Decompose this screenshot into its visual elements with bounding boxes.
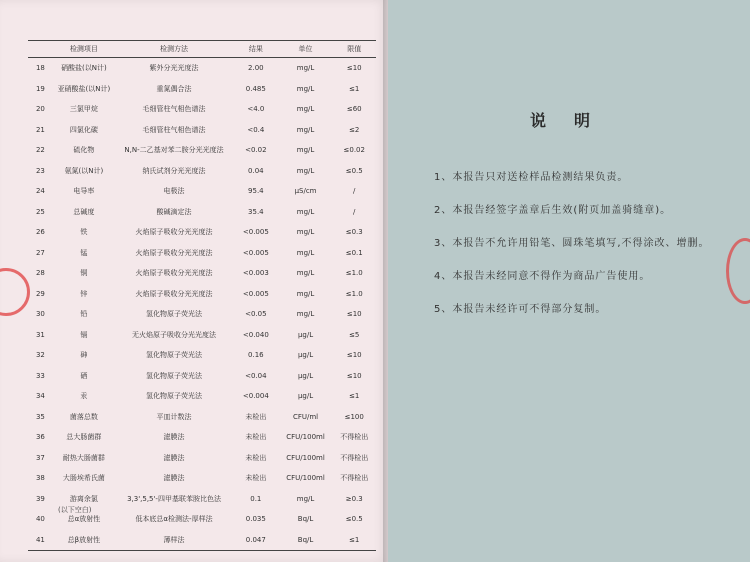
cell-limit: 不得检出	[340, 453, 369, 462]
cell-item: 游离余氯	[69, 494, 98, 503]
table-row	[28, 325, 376, 346]
cell-method: 火焰原子吸收分光光度法	[135, 248, 213, 257]
table-row	[28, 202, 376, 223]
cell-limit: ≤10	[346, 371, 362, 380]
cell-unit: mg/L	[296, 207, 315, 216]
cell-limit: ≤100	[344, 412, 364, 421]
table-row	[28, 386, 376, 407]
table-row	[28, 530, 376, 551]
cell-no: 39	[35, 494, 45, 503]
results-table	[28, 40, 376, 551]
cell-limit: ≤0.1	[345, 248, 363, 257]
cell-limit: ≤0.5	[345, 515, 363, 524]
cell-no: 33	[35, 371, 45, 380]
cell-unit: mg/L	[296, 166, 315, 175]
notes-list	[434, 168, 734, 333]
cell-method: 滤膜法	[163, 453, 185, 462]
cell-result: <0.4	[247, 125, 265, 134]
cell-item: 总α放射性	[67, 515, 101, 524]
cell-method: 火焰原子吸收分光光度法	[135, 289, 213, 298]
cell-method: 3,3',5,5'-四甲基联苯胺比色法	[127, 494, 221, 503]
cell-result: 0.16	[248, 351, 264, 360]
cell-no: 40	[35, 515, 45, 524]
cell-unit: mg/L	[296, 289, 315, 298]
cell-result: <0.040	[242, 330, 269, 339]
table-row	[28, 99, 376, 120]
cell-limit: ≤1.0	[345, 269, 363, 278]
cell-limit: ≤1.0	[345, 289, 363, 298]
cell-result: 2.00	[248, 64, 264, 73]
cell-item: 锰	[80, 248, 88, 257]
cell-no: 35	[35, 412, 45, 421]
cell-method: 酸碱滴定法	[156, 207, 192, 216]
cell-limit: ≤0.02	[343, 146, 365, 155]
cell-item: 铅	[80, 310, 88, 319]
cell-method: 氢化物原子荧光法	[146, 371, 203, 380]
cell-limit: ≤10	[346, 351, 362, 360]
cell-method: 滤膜法	[163, 433, 185, 442]
cell-method: 紫外分光光度法	[149, 64, 199, 73]
cell-method: 低本底总α检测法-厚样法	[135, 515, 213, 524]
cell-limit: ≤1	[332, 530, 376, 551]
cell-no: 29	[35, 289, 45, 298]
cell-unit: CFU/ml	[292, 412, 319, 421]
cell-no: 34	[35, 392, 45, 401]
cell-no: 30	[35, 310, 45, 319]
table-row	[28, 366, 376, 387]
cell-no: 32	[35, 351, 45, 360]
cell-result: <0.05	[245, 310, 267, 319]
notes-title: 说明	[530, 111, 619, 130]
cell-limit: ≤1	[349, 392, 360, 401]
table-row	[28, 243, 376, 264]
cell-unit: mg/L	[296, 105, 315, 114]
cell-result: 95.4	[248, 187, 264, 196]
cell-result: <0.04	[245, 371, 267, 380]
table-row	[28, 161, 376, 182]
table-row	[28, 79, 376, 100]
cell-item: 氨氮(以N计)	[64, 166, 104, 175]
cell-limit: /	[353, 187, 356, 196]
cell-method: 氢化物原子荧光法	[146, 310, 203, 319]
note-item: 3、本报告不允许用铅笔、圆珠笔填写,不得涂改、增删。	[434, 238, 710, 249]
cell-no: 24	[35, 187, 45, 196]
cell-no: 20	[35, 105, 45, 114]
table-row	[28, 345, 376, 366]
cell-unit: μg/L	[297, 392, 314, 401]
red-stamp-mark	[0, 268, 30, 316]
cell-no: 28	[35, 269, 45, 278]
table-row	[28, 427, 376, 448]
cell-unit: CFU/100ml	[286, 474, 325, 483]
note-item: 2、本报告经签字盖章后生效(附页加盖骑缝章)。	[434, 205, 672, 216]
cell-method: 纳氏试剂分光光度法	[142, 166, 206, 175]
cell-method: 平皿计数法	[156, 412, 192, 421]
cell-result: 未检出	[245, 412, 267, 421]
header-method: 检测方法	[115, 41, 233, 58]
table-row	[28, 58, 376, 79]
table-row	[28, 407, 376, 428]
table-row	[28, 181, 376, 202]
cell-item: 砷	[80, 351, 88, 360]
note-item: 5、本报告未经许可不得部分复制。	[434, 304, 607, 315]
table-row	[28, 448, 376, 469]
header-no	[28, 41, 53, 58]
continued-note: (以下空白)	[58, 506, 92, 514]
cell-result: <0.02	[245, 146, 267, 155]
cell-limit: ≤0.3	[345, 228, 363, 237]
table-header-row	[28, 41, 376, 58]
cell-item: 亚硝酸盐(以N计)	[57, 84, 111, 93]
cell-unit: mg/L	[296, 125, 315, 134]
cell-unit: μg/L	[297, 330, 314, 339]
header-item: 检测项目	[53, 41, 115, 58]
cell-unit: μg/L	[297, 351, 314, 360]
cell-unit: Bq/L	[279, 530, 333, 551]
cell-result: 未检出	[245, 453, 267, 462]
cell-unit: mg/L	[296, 310, 315, 319]
cell-unit: mg/L	[296, 494, 315, 503]
cell-limit: /	[353, 207, 356, 216]
cell-item: 镉	[80, 330, 88, 339]
cell-unit: CFU/100ml	[286, 433, 325, 442]
cell-method: 毛细管柱气相色谱法	[142, 105, 206, 114]
cell-method: 毛细管柱气相色谱法	[142, 125, 206, 134]
table-row	[28, 120, 376, 141]
cell-item: 大肠埃希氏菌	[62, 474, 105, 483]
cell-result: 0.047	[233, 530, 279, 551]
cell-item: 铁	[80, 228, 88, 237]
table-row	[28, 140, 376, 161]
cell-method: 氢化物原子荧光法	[146, 392, 203, 401]
cell-no: 41	[28, 530, 53, 551]
cell-result: 0.035	[245, 515, 266, 524]
cell-unit: CFU/100ml	[286, 453, 325, 462]
cell-method: 无火焰原子吸收分光光度法	[132, 330, 217, 339]
cell-result: <4.0	[247, 105, 265, 114]
cell-item: 三氯甲烷	[69, 105, 98, 114]
note-item: 1、本报告只对送检样品检测结果负责。	[434, 172, 629, 183]
cell-no: 27	[35, 248, 45, 257]
cell-method: 重氮偶合法	[156, 84, 192, 93]
cell-no: 38	[35, 474, 45, 483]
cell-result: 未检出	[245, 433, 267, 442]
cell-method: 滤膜法	[163, 474, 185, 483]
cell-unit: mg/L	[296, 228, 315, 237]
cell-result: <0.004	[242, 392, 269, 401]
cell-limit: ≤5	[349, 330, 360, 339]
cell-item: 耐热大肠菌群	[62, 453, 105, 462]
results-body	[28, 58, 376, 551]
cell-unit: μS/cm	[294, 187, 317, 196]
cell-no: 37	[35, 453, 45, 462]
cell-limit: ≥0.3	[345, 494, 363, 503]
cell-item: 菌落总数	[69, 412, 98, 421]
cell-limit: 不得检出	[340, 433, 369, 442]
cell-item: 硒	[80, 371, 88, 380]
header-limit: 限值	[332, 41, 376, 58]
header-unit: 单位	[279, 41, 333, 58]
cell-result: 35.4	[248, 207, 264, 216]
table-row	[28, 222, 376, 243]
table-row	[28, 304, 376, 325]
cell-no: 22	[35, 146, 45, 155]
table-row	[28, 263, 376, 284]
cell-result: 0.485	[245, 84, 266, 93]
cell-item: 总碱度	[73, 207, 95, 216]
cell-limit: ≤60	[346, 105, 362, 114]
note-item: 4、本报告未经同意不得作为商品广告使用。	[434, 271, 651, 282]
cell-result: 0.04	[248, 166, 264, 175]
cell-unit: μg/L	[297, 371, 314, 380]
cell-unit: mg/L	[296, 248, 315, 257]
cell-result: 0.1	[250, 494, 262, 503]
cell-no: 23	[35, 166, 45, 175]
cell-unit: mg/L	[296, 84, 315, 93]
cell-item: 锌	[80, 289, 88, 298]
cell-item: 电导率	[73, 187, 95, 196]
cell-result: <0.005	[242, 248, 269, 257]
table-row	[28, 284, 376, 305]
cell-no: 21	[35, 125, 45, 134]
cell-limit: ≤1	[349, 84, 360, 93]
cell-no: 18	[35, 64, 45, 73]
cell-no: 25	[35, 207, 45, 216]
cell-no: 19	[35, 84, 45, 93]
cell-item: 汞	[80, 392, 88, 401]
header-result: 结果	[233, 41, 279, 58]
cell-limit: ≤10	[346, 64, 362, 73]
cell-result: 未检出	[245, 474, 267, 483]
cell-item: 铜	[80, 269, 88, 278]
cell-no: 26	[35, 228, 45, 237]
cell-result: <0.005	[242, 228, 269, 237]
cell-unit: Bq/L	[297, 515, 314, 524]
cell-item: 总β放射性	[53, 530, 115, 551]
cell-result: <0.003	[242, 269, 269, 278]
cell-unit: mg/L	[296, 146, 315, 155]
cell-method: 火焰原子吸收分光光度法	[135, 269, 213, 278]
cell-limit: 不得检出	[340, 474, 369, 483]
cell-item: 四氯化碳	[69, 125, 98, 134]
cell-result: <0.005	[242, 289, 269, 298]
cell-method: 火焰原子吸收分光光度法	[135, 228, 213, 237]
cell-limit: ≤10	[346, 310, 362, 319]
cell-method: 薄样法	[115, 530, 233, 551]
cell-limit: ≤0.5	[345, 166, 363, 175]
cell-no: 36	[35, 433, 45, 442]
cell-unit: mg/L	[296, 64, 315, 73]
cell-method: 氢化物原子荧光法	[146, 351, 203, 360]
table-row	[28, 468, 376, 489]
cell-item: 总大肠菌群	[66, 433, 102, 442]
cell-method: 电极法	[163, 187, 185, 196]
cell-unit: mg/L	[296, 269, 315, 278]
cell-no: 31	[35, 330, 45, 339]
cell-item: 硫化物	[73, 146, 95, 155]
cell-limit: ≤2	[349, 125, 360, 134]
cell-method: N,N-二乙基对苯二胺分光光度法	[124, 146, 224, 155]
cell-item: 硝酸盐(以N计)	[61, 64, 107, 73]
